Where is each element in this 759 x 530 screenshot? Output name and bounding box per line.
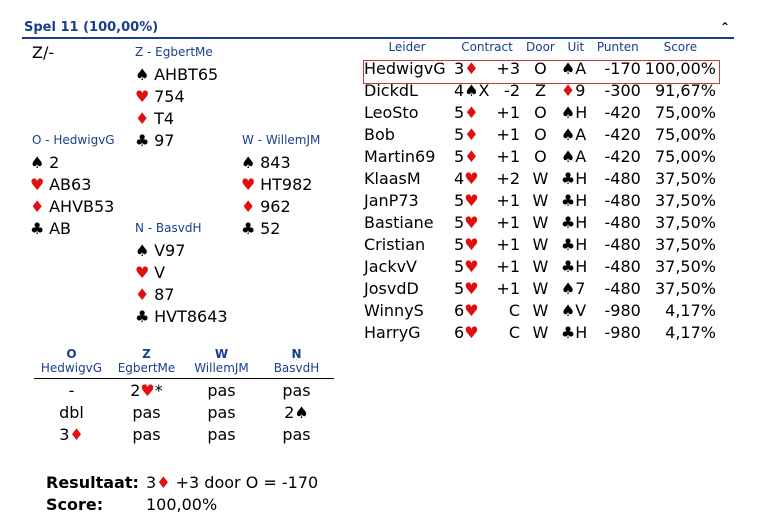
row-leider: HedwigvG	[364, 58, 446, 78]
spade-icon: ♠	[30, 153, 45, 172]
result-row[interactable]	[362, 101, 718, 123]
result-contract-level: 3	[146, 473, 157, 492]
row-lead-card: 7	[575, 278, 586, 298]
col-score: Score	[663, 40, 698, 54]
heart-icon: ♥	[464, 168, 479, 188]
heart-icon: ♥	[464, 190, 479, 210]
bid-cell	[34, 423, 109, 445]
row-contract-level: 6	[454, 322, 465, 342]
row-leider: WinnyS	[364, 300, 424, 320]
diamond-icon: ♦	[464, 102, 479, 122]
bid-cell	[109, 423, 184, 445]
row-result: +1	[496, 102, 520, 122]
heart-icon: ♥	[140, 380, 155, 400]
seat-name-w: WillemJM	[184, 361, 259, 379]
heart-icon: ♥	[464, 278, 479, 298]
heart-icon: ♥	[464, 322, 479, 342]
spade-icon: ♠	[241, 153, 256, 172]
row-declarer: W	[532, 300, 549, 320]
row-declarer: O	[534, 124, 547, 144]
row-result: +1	[496, 190, 520, 210]
heart-icon: ♥	[464, 234, 479, 254]
row-leider: LeoSto	[364, 102, 419, 122]
bid-alert: *	[154, 380, 163, 400]
east-spades: 843	[260, 153, 291, 172]
bid-cell	[34, 379, 109, 402]
diamond-icon: ♦	[156, 473, 171, 492]
row-points: -480	[604, 256, 641, 276]
bid-cell	[184, 379, 259, 402]
result-row[interactable]	[362, 277, 718, 299]
club-icon: ♣	[560, 168, 576, 188]
row-lead-card: A	[575, 146, 587, 166]
col-punten: Punten	[596, 40, 639, 54]
club-icon: ♣	[135, 131, 150, 150]
result-row[interactable]	[362, 299, 718, 321]
row-score: 37,50%	[654, 234, 716, 254]
row-declarer: W	[532, 234, 549, 254]
north-clubs: 97	[154, 131, 175, 150]
result-row[interactable]	[362, 57, 718, 79]
south-diamonds: 87	[154, 285, 175, 304]
bid-text: 2	[130, 380, 141, 400]
bid-text: 2	[284, 402, 295, 422]
row-lead-card: H	[575, 212, 588, 232]
north-spades: AHBT65	[154, 65, 219, 84]
row-declarer: Z	[534, 80, 546, 100]
bid-text: pas	[207, 380, 236, 400]
row-lead-card: H	[575, 168, 588, 188]
header-rule	[22, 37, 734, 39]
row-declarer: W	[532, 212, 549, 232]
east-hearts: HT982	[260, 175, 313, 194]
seat-o: O	[66, 347, 77, 361]
row-points: -980	[604, 300, 641, 320]
resultaat-label: Resultaat:	[46, 473, 139, 492]
seat-w: W	[214, 347, 229, 361]
club-icon: ♣	[30, 219, 45, 238]
bid-text: pas	[282, 424, 311, 444]
seat-name-z: EgbertMe	[109, 361, 184, 379]
row-lead-card: A	[575, 58, 587, 78]
row-result: C	[508, 300, 520, 320]
seat-n: N	[291, 347, 302, 361]
diamond-icon: ♦	[135, 285, 150, 304]
row-declarer: W	[532, 190, 549, 210]
row-result: +1	[496, 234, 520, 254]
west-hand	[30, 152, 114, 240]
row-lead-card: V	[575, 300, 587, 320]
row-leider: DickdL	[364, 80, 418, 100]
result-row[interactable]	[362, 123, 718, 145]
spade-icon: ♠	[560, 146, 576, 166]
row-lead-card: H	[575, 256, 588, 276]
row-points: -980	[604, 322, 641, 342]
bidding-row	[34, 401, 334, 423]
diamond-icon: ♦	[464, 58, 479, 78]
row-result: +1	[496, 212, 520, 232]
club-icon: ♣	[560, 256, 576, 276]
row-score: 4,17%	[665, 322, 716, 342]
row-score: 37,50%	[654, 190, 716, 210]
diamond-icon: ♦	[464, 124, 479, 144]
score-value: 100,00%	[146, 495, 218, 514]
heart-icon: ♥	[241, 175, 256, 194]
row-points: -300	[604, 80, 641, 100]
row-contract-level: 5	[454, 190, 465, 210]
row-declarer: O	[534, 102, 547, 122]
club-icon: ♣	[135, 307, 150, 326]
row-leider: JackvV	[364, 256, 417, 276]
row-lead-card: A	[575, 124, 587, 144]
row-result: -2	[504, 80, 520, 100]
row-score: 75,00%	[654, 146, 716, 166]
bid-cell	[109, 401, 184, 423]
north-diamonds: T4	[154, 109, 175, 128]
row-result: C	[508, 322, 520, 342]
row-contract-level: 5	[454, 212, 465, 232]
row-doubled: X	[478, 80, 490, 100]
row-result: +1	[496, 278, 520, 298]
spade-icon: ♠	[294, 402, 309, 422]
row-declarer: W	[532, 278, 549, 298]
row-contract-level: 5	[454, 146, 465, 166]
south-hearts: V	[154, 263, 166, 282]
col-uit: Uit	[567, 40, 585, 54]
result-row[interactable]	[362, 189, 718, 211]
row-score: 75,00%	[654, 102, 716, 122]
row-score: 91,67%	[654, 80, 716, 100]
heart-icon: ♥	[135, 87, 150, 106]
row-result: +2	[496, 168, 520, 188]
row-leider: JosvdD	[364, 278, 419, 298]
col-door: Door	[526, 40, 555, 54]
spade-icon: ♠	[135, 241, 150, 260]
spade-icon: ♠	[135, 65, 150, 84]
row-result: +1	[496, 146, 520, 166]
bid-text: pas	[282, 380, 311, 400]
row-score: 75,00%	[654, 124, 716, 144]
row-points: -480	[604, 234, 641, 254]
bid-cell	[184, 423, 259, 445]
row-points: -480	[604, 278, 641, 298]
south-hand	[135, 240, 228, 328]
row-declarer: O	[534, 58, 547, 78]
diamond-icon: ♦	[69, 424, 84, 444]
bid-text: 3	[59, 424, 70, 444]
result-row[interactable]	[362, 211, 718, 233]
row-leider: HarryG	[364, 322, 421, 342]
row-points: -480	[604, 212, 641, 232]
heart-icon: ♥	[464, 256, 479, 276]
row-leider: JanP73	[364, 190, 419, 210]
row-lead-card: H	[575, 322, 588, 342]
heart-icon: ♥	[464, 212, 479, 232]
row-contract-level: 3	[454, 58, 465, 78]
bid-text: pas	[207, 424, 236, 444]
diamond-icon: ♦	[241, 197, 256, 216]
row-declarer: W	[532, 168, 549, 188]
row-contract-level: 5	[454, 234, 465, 254]
row-contract-level: 5	[454, 124, 465, 144]
diamond-icon: ♦	[560, 80, 576, 100]
row-contract-level: 4	[454, 168, 465, 188]
west-clubs: AB	[49, 219, 72, 238]
west-label: O - HedwigvG	[32, 133, 115, 147]
spade-icon: ♠	[560, 278, 576, 298]
bid-cell	[259, 423, 334, 445]
result-row[interactable]	[362, 79, 718, 101]
bid-text: pas	[132, 424, 161, 444]
bid-cell	[34, 401, 109, 423]
east-clubs: 52	[260, 219, 281, 238]
results-table	[362, 40, 718, 343]
row-leider: Bob	[364, 124, 395, 144]
south-spades: V97	[154, 241, 186, 260]
club-icon: ♣	[241, 219, 256, 238]
bid-cell	[259, 379, 334, 402]
bid-text: pas	[132, 402, 161, 422]
club-icon: ♣	[560, 322, 576, 342]
row-points: -170	[604, 58, 641, 78]
row-contract-level: 6	[454, 300, 465, 320]
heart-icon: ♥	[464, 300, 479, 320]
seat-name-o: HedwigvG	[34, 361, 109, 379]
board-title: Spel 11 (100,00%)	[24, 20, 159, 35]
west-spades: 2	[49, 153, 60, 172]
bid-text: -	[68, 380, 75, 400]
row-declarer: W	[532, 256, 549, 276]
result-text: +3 door O = -170	[170, 473, 319, 492]
diamond-icon: ♦	[464, 146, 479, 166]
row-points: -420	[604, 124, 641, 144]
row-points: -480	[604, 190, 641, 210]
row-result: +1	[496, 124, 520, 144]
result-summary	[46, 473, 318, 492]
row-score: 37,50%	[654, 212, 716, 232]
club-icon: ♣	[560, 190, 576, 210]
west-diamonds: AHVB53	[49, 197, 115, 216]
spade-icon: ♠	[560, 102, 576, 122]
col-contract: Contract	[461, 40, 513, 54]
diamond-icon: ♦	[30, 197, 45, 216]
row-points: -420	[604, 102, 641, 122]
south-label: N - BasvdH	[135, 221, 202, 235]
row-contract-level: 5	[454, 256, 465, 276]
heart-icon: ♥	[135, 263, 150, 282]
east-diamonds: 962	[260, 197, 291, 216]
row-result: +3	[496, 58, 520, 78]
bidding-row	[34, 379, 334, 402]
bid-cell	[109, 379, 184, 402]
north-label: Z - EgbertMe	[135, 45, 213, 59]
bid-cell	[259, 401, 334, 423]
row-result: +1	[496, 256, 520, 276]
north-hearts: 754	[154, 87, 185, 106]
result-row[interactable]	[362, 145, 718, 167]
row-points: -480	[604, 168, 641, 188]
row-declarer: W	[532, 322, 549, 342]
seat-name-n: BasvdH	[259, 361, 334, 379]
row-leider: Bastiane	[364, 212, 434, 232]
result-row[interactable]	[362, 255, 718, 277]
bidding-row	[34, 423, 334, 445]
row-contract-level: 5	[454, 278, 465, 298]
row-contract-level: 4	[454, 80, 465, 100]
score-label: Score:	[46, 495, 104, 514]
row-leider: Martin69	[364, 146, 436, 166]
result-row[interactable]	[362, 233, 718, 255]
score-summary	[46, 495, 217, 514]
row-score: 37,50%	[654, 256, 716, 276]
collapse-icon[interactable]: ⌃	[719, 20, 730, 34]
row-lead-card: H	[575, 190, 588, 210]
bid-text: pas	[207, 402, 236, 422]
row-contract-level: 5	[454, 102, 465, 122]
deal-info: Z/-	[32, 43, 55, 62]
result-row[interactable]	[362, 167, 718, 189]
row-score: 4,17%	[665, 300, 716, 320]
spade-icon: ♠	[464, 80, 479, 100]
row-leider: Cristian	[364, 234, 426, 254]
result-row[interactable]	[362, 321, 718, 343]
west-hearts: AB63	[49, 175, 92, 194]
row-lead-card: H	[575, 102, 588, 122]
south-clubs: HVT8643	[154, 307, 228, 326]
seat-z: Z	[142, 347, 151, 361]
spade-icon: ♠	[560, 124, 576, 144]
row-points: -420	[604, 146, 641, 166]
east-hand	[241, 152, 312, 240]
spade-icon: ♠	[560, 58, 576, 78]
club-icon: ♣	[560, 212, 576, 232]
row-score: 100,00%	[644, 58, 716, 78]
north-hand	[135, 64, 218, 152]
row-lead-card: H	[575, 234, 588, 254]
row-score: 37,50%	[654, 278, 716, 298]
bidding-table	[34, 347, 334, 445]
row-score: 37,50%	[654, 168, 716, 188]
bid-text: dbl	[59, 402, 84, 422]
spade-icon: ♠	[560, 300, 576, 320]
heart-icon: ♥	[30, 175, 45, 194]
club-icon: ♣	[560, 234, 576, 254]
col-leider: Leider	[388, 40, 426, 54]
board-header	[22, 17, 734, 37]
row-lead-card: 9	[575, 80, 586, 100]
row-leider: KlaasM	[364, 168, 421, 188]
diamond-icon: ♦	[135, 109, 150, 128]
bid-cell	[184, 401, 259, 423]
row-declarer: O	[534, 146, 547, 166]
east-label: W - WillemJM	[242, 133, 321, 147]
results-header-row	[362, 40, 718, 57]
